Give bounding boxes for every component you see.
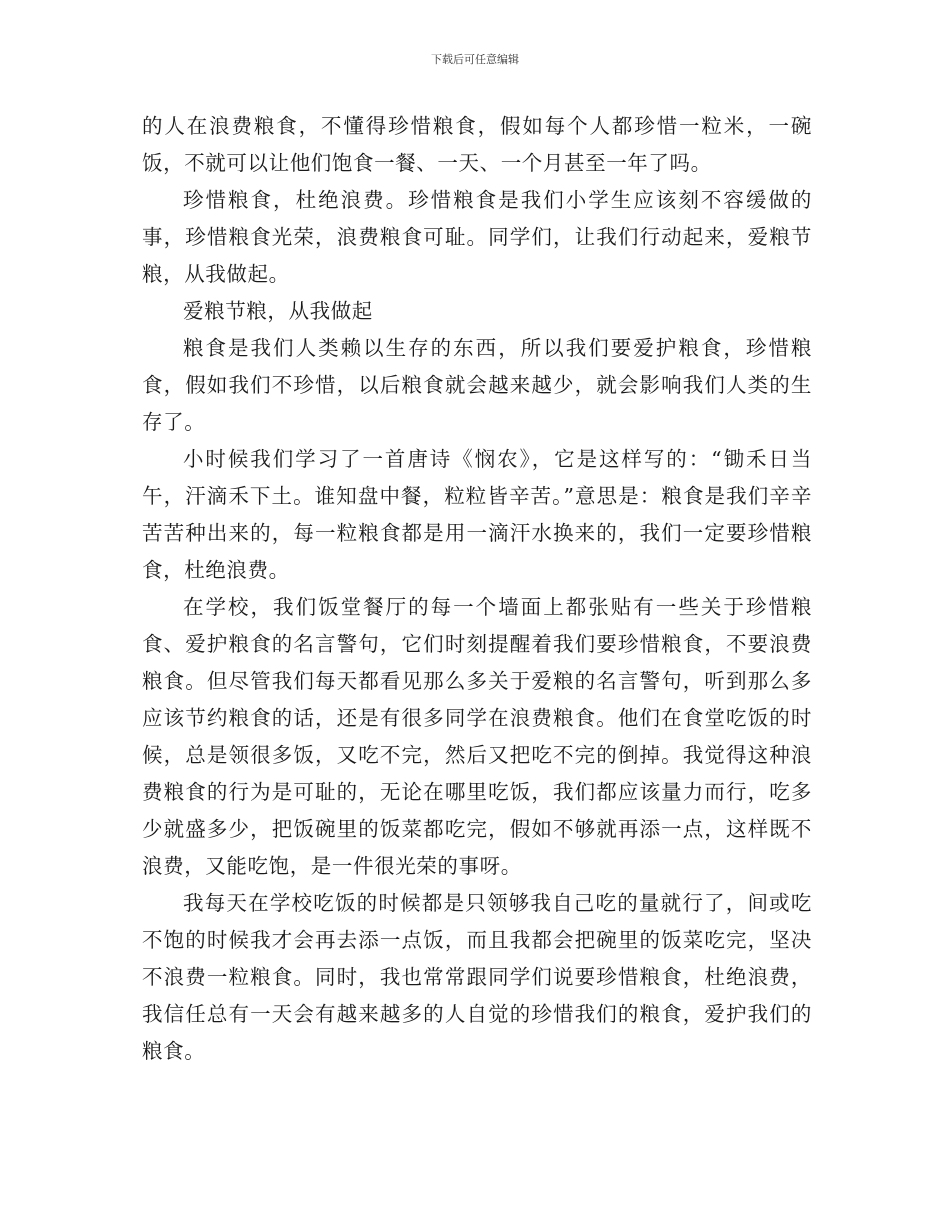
paragraph: 我每天在学校吃饭的时候都是只领够我自己吃的量就行了，间或吃不饱的时候我才会再去添一点饭，而且我都会把碗里的饭菜吃完，坚决不浪费一粒粮食。同时，我也常常跟同学们说要珍惜粮食，杜绝浪费，我信任总有一天会有越来越多的人自觉的珍惜我们的粮食，爱护我们的粮食。 xyxy=(142,891,812,1063)
paragraph-continuation: 的人在浪费粮食，不懂得珍惜粮食，假如每个人都珍惜一粒米，一碗饭，不就可以让他们饱食一餐、一天、一个月甚至一年了吗。 xyxy=(142,114,812,175)
paragraph: 在学校，我们饭堂餐厅的每一个墙面上都张贴有一些关于珍惜粮食、爱护粮食的名言警句，它们时刻提醒着我们要珍惜粮食，不要浪费粮食。但尽管我们每天都看见那么多关于爱粮的名言警句，听到那么多应该节约粮食的话，还是有很多同学在浪费粮食。他们在食堂吃饭的时候，总是领很多饭，又吃不完，然后又把吃不完的倒掉。我觉得这种浪费粮食的行为是可耻的，无论在哪里吃饭，我们都应该量力而行，吃多少就盛多少，把饭碗里的饭菜都吃完，假如不够就再添一点，这样既不浪费，又能吃饱，是一件很光荣的事呀。 xyxy=(142,595,812,878)
essay-title: 爱粮节粮，从我做起 xyxy=(183,299,373,323)
paragraph: 粮食是我们人类赖以生存的东西，所以我们要爱护粮食，珍惜粮食，假如我们不珍惜，以后粮食就会越来越少，就会影响我们人类的生存了。 xyxy=(142,336,812,434)
paragraph: 小时候我们学习了一首唐诗《悯农》，它是这样写的：“锄禾日当午，汗滴禾下土。谁知盘中餐，粒粒皆辛苦。”意思是：粮食是我们辛辛苦苦种出来的，每一粒粮食都是用一滴汗水换来的，我们一定要珍惜粮食，杜绝浪费。 xyxy=(142,447,812,582)
paragraph: 珍惜粮食，杜绝浪费。珍惜粮食是我们小学生应该刻不容缓做的事，珍惜粮食光荣，浪费粮食可耻。同学们，让我们行动起来，爱粮节粮，从我做起。 xyxy=(142,188,812,286)
page-header: 下载后可任意编辑 xyxy=(431,53,519,66)
document-body xyxy=(142,108,812,1070)
